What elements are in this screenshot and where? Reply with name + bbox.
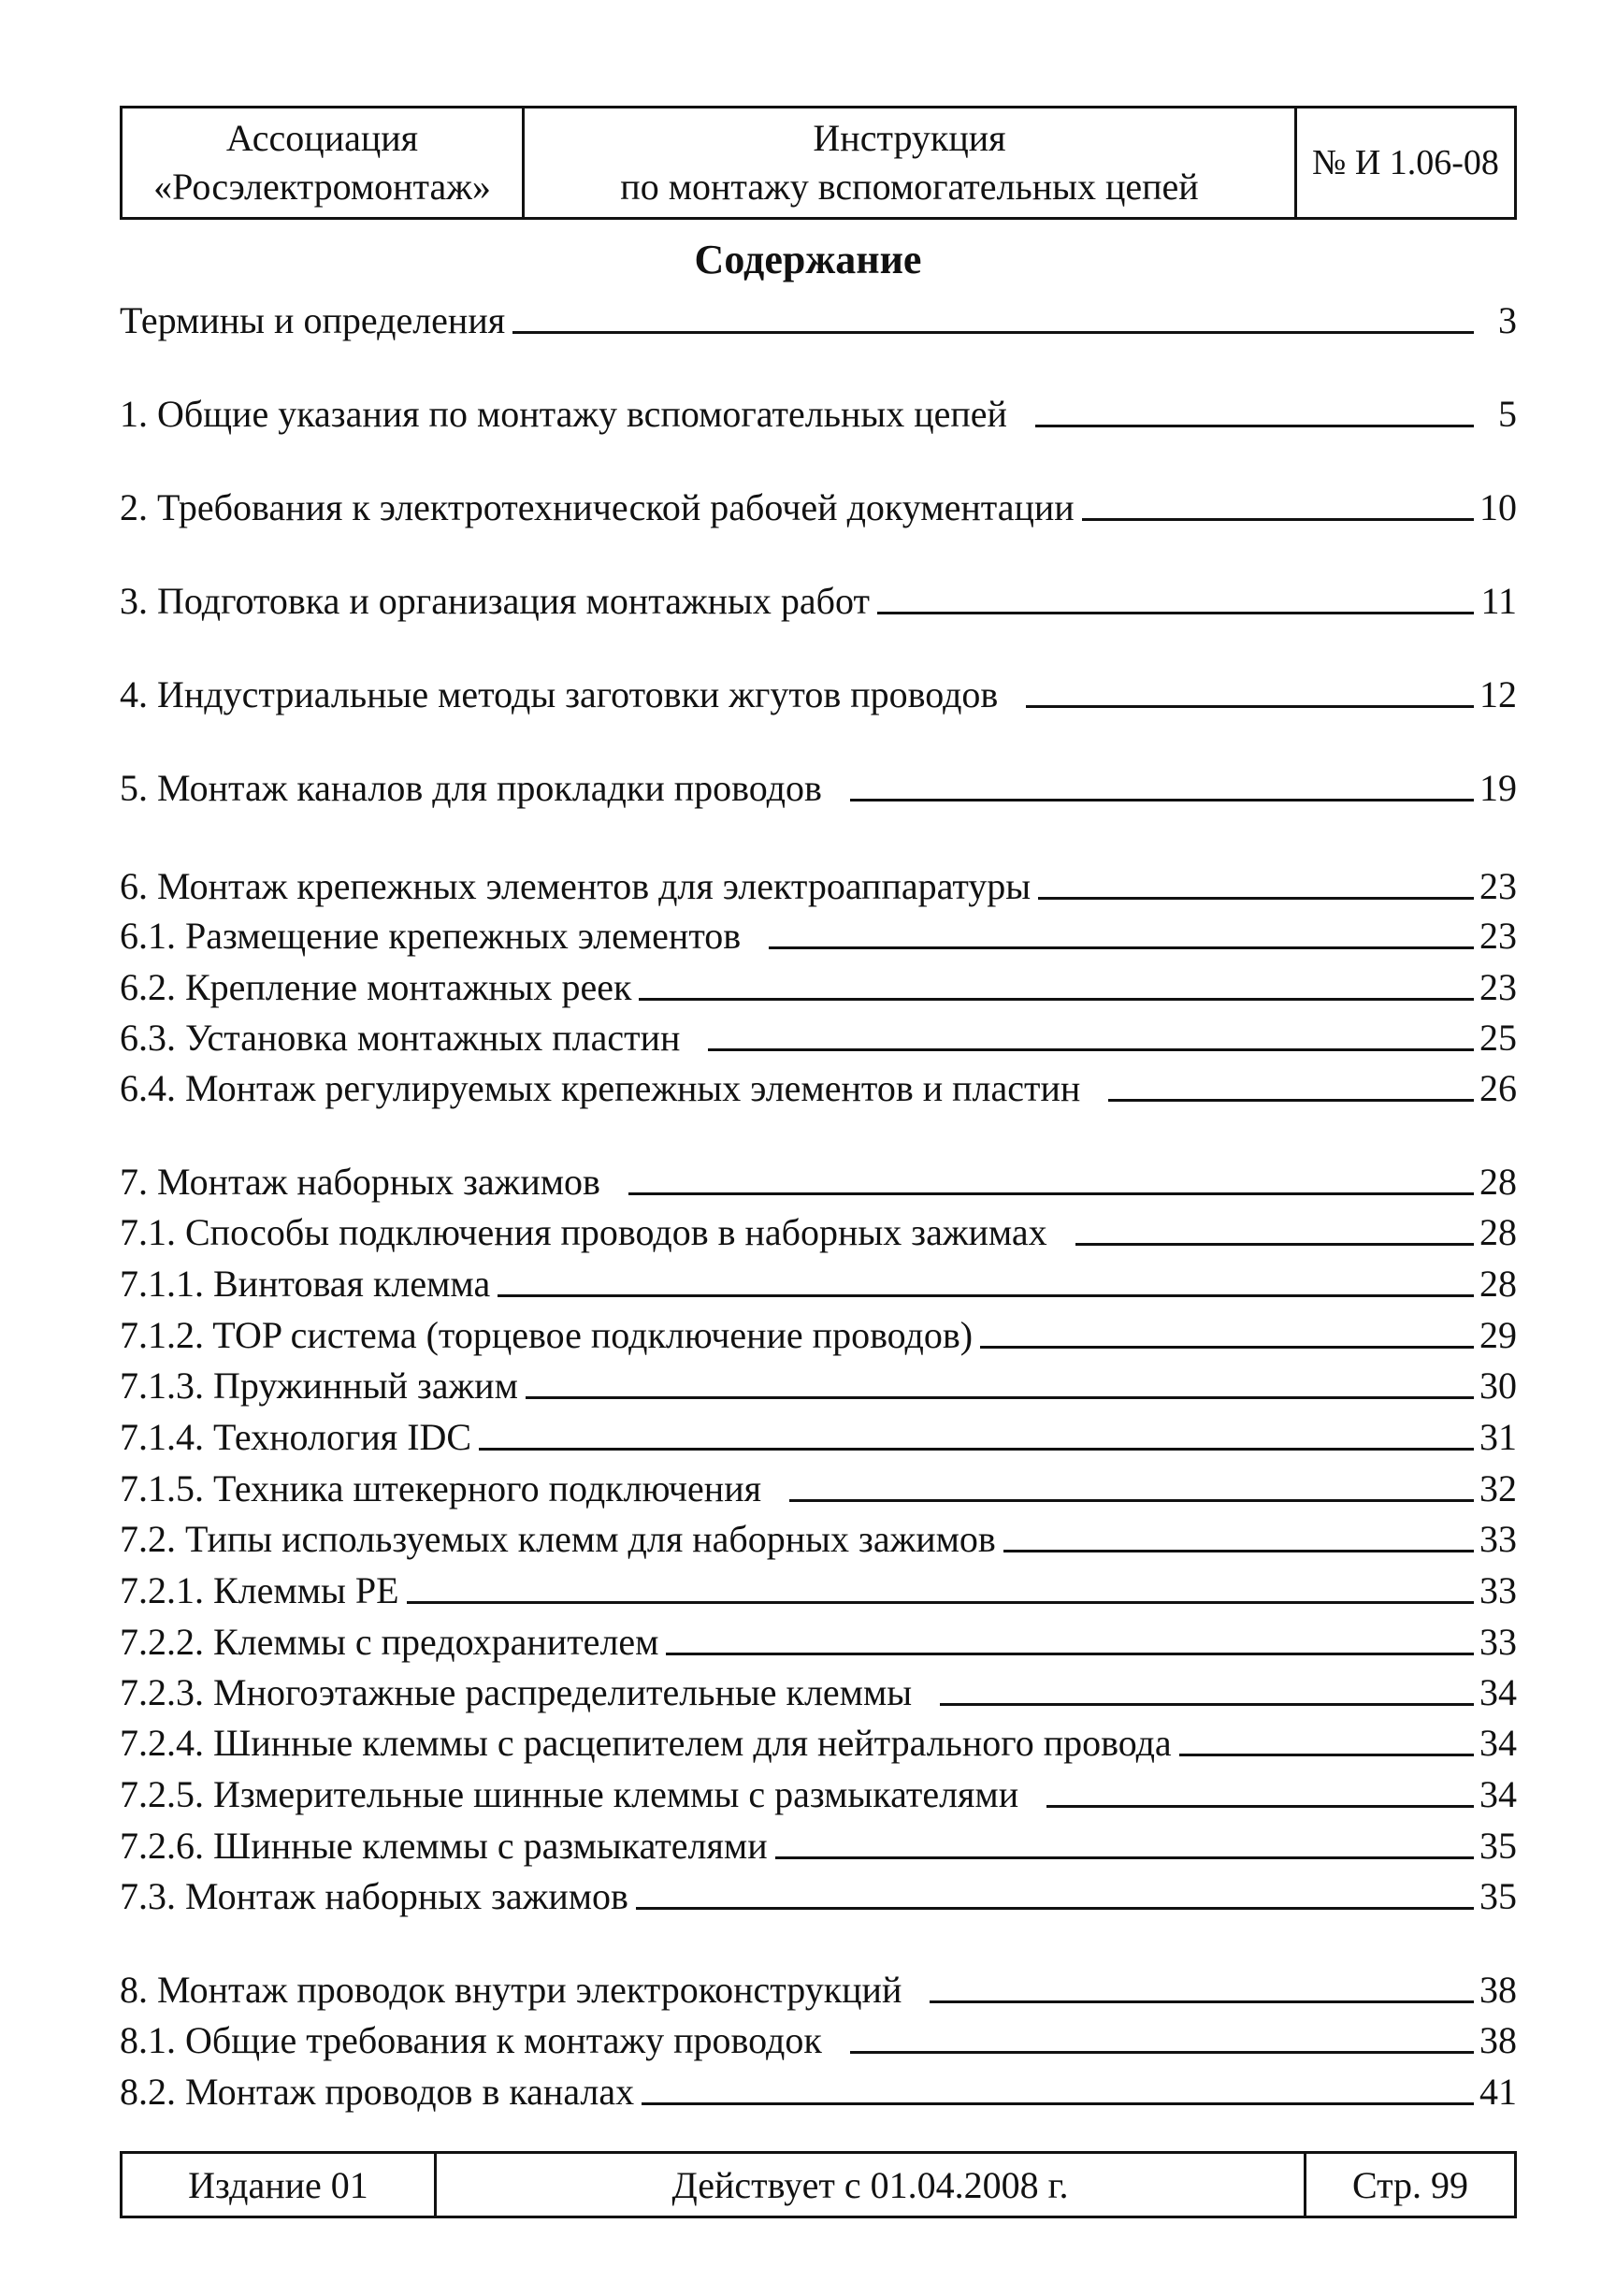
toc-entry-page: 28 [1479,1263,1517,1305]
toc-entry [120,1206,1517,1255]
toc-leader-line [498,1294,1474,1297]
toc-entry-page: 34 [1479,1671,1517,1713]
toc-entry-label: 7.2.6. Шинные клеммы с размыкателями [120,1825,768,1867]
toc-entry-label: 8.2. Монтаж проводов в каналах [120,2071,635,2113]
toc-entry-label: 7.2. Типы используемых клемм для наборных зажимов [120,1518,996,1560]
toc-entry-label: 7.1. Способы подключения проводов в наборных зажимах [120,1211,1047,1253]
toc-leader-line [639,998,1474,1001]
toc-leader-line [1003,1550,1474,1552]
toc-entry-label: 7.2.3. Многоэтажные распределительные клеммы [120,1671,913,1713]
toc-entry-label: 6.4. Монтаж регулируемых крепежных элементов и пластин [120,1067,1081,1109]
toc-leader-line [850,799,1474,801]
toc-entry-label: 7.1.4. Технология IDC [120,1416,472,1458]
toc-entry-page: 38 [1479,1969,1517,2011]
toc-entry [120,1964,1517,2013]
toc-leader-line [769,946,1474,949]
toc-leader-line [708,1048,1474,1051]
toc-entry [120,1360,1517,1408]
toc-entry-page: 23 [1479,966,1517,1008]
toc-entry [120,2014,1517,2063]
toc-entry [120,961,1517,1010]
document-footer [120,2151,1517,2218]
toc-entry [120,1769,1517,1817]
toc-entry-label: 8. Монтаж проводок внутри электроконструкций [120,1969,902,2011]
toc-entry [120,295,1517,343]
page-title: Содержание [694,237,922,282]
header-document-title [525,108,1297,217]
toc-entry-label: 7.1.3. Пружинный зажим [120,1365,518,1407]
toc-leader-line [940,1703,1474,1706]
footer-effective-date: Действует с 01.04.2008 г. [437,2154,1306,2216]
toc-entry-label: 7.2.2. Клеммы с предохранителем [120,1621,659,1663]
footer-page-number: Стр. 99 [1351,2163,1469,2206]
toc-leader-line [636,1907,1474,1910]
toc-entry [120,1309,1517,1358]
toc-leader-line [1035,425,1474,427]
footer-edition: Издание 01 [123,2154,437,2216]
toc-entry-page: 23 [1479,915,1517,957]
toc-entry-page: 32 [1479,1467,1517,1509]
toc-leader-line [1179,1754,1474,1756]
toc-entry-page: 23 [1479,865,1517,907]
toc-entry-label: 3. Подготовка и организация монтажных работ [120,580,870,622]
toc-leader-line [407,1601,1474,1604]
toc-entry [120,575,1517,624]
toc-entry-page: 26 [1479,1067,1517,1109]
toc-leader-line [980,1346,1474,1349]
toc-entry-page: 19 [1479,767,1517,809]
toc-entry-label: 7. Монтаж наборных зажимов [120,1161,600,1203]
toc-leader-line [512,331,1474,334]
toc-leader-line [1075,1243,1474,1246]
toc-entry-page: 33 [1479,1569,1517,1611]
toc-entry-label: 5. Монтаж каналов для прокладки проводов [120,767,822,809]
toc-entry [120,1156,1517,1205]
toc-entry-page: 31 [1479,1416,1517,1458]
toc-leader-line [1082,518,1474,521]
toc-entry-label: 7.2.4. Шинные клеммы с расцепителем для нейтрального провода [120,1722,1172,1764]
toc-entry-label: 6. Монтаж крепежных элементов для электроаппаратуры [120,865,1032,907]
toc-entry [120,1870,1517,1919]
toc-entry-page: 35 [1479,1875,1517,1917]
toc-entry [120,482,1517,530]
toc-leader-line [628,1192,1474,1195]
toc-entry-label: 7.2.5. Измерительные шинные клеммы с размыкателями [120,1773,1019,1815]
toc-leader-line [526,1396,1474,1399]
toc-entry-page: 34 [1479,1773,1517,1815]
toc-entry-page: 5 [1498,393,1517,435]
toc-entry-page: 34 [1479,1722,1517,1764]
toc-entry [120,669,1517,717]
toc-entry-page: 3 [1498,299,1517,341]
toc-entry [120,1513,1517,1562]
toc-leader-line [1046,1805,1474,1808]
doc-title-line-2: по монтажу вспомогательных цепей [620,166,1199,208]
toc-entry [120,1258,1517,1307]
toc-entry [120,1062,1517,1111]
toc-entry-page: 28 [1479,1161,1517,1203]
toc-entry-label: 7.1.5. Техника штекерного подключения [120,1467,762,1509]
header-organization [123,108,525,217]
toc-entry-page: 33 [1479,1621,1517,1663]
toc-entry-label: 8.1. Общие требования к монтажу проводок [120,2019,822,2061]
toc-leader-line [1026,705,1474,708]
toc-leader-line [1038,897,1474,900]
toc-entry-page: 11 [1480,580,1517,622]
toc-entry [120,910,1517,959]
toc-entry [120,1717,1517,1766]
header-document-number: № И 1.06-08 [1312,143,1499,182]
toc-leader-line [850,2051,1474,2054]
org-line-2: «Росэлектромонтаж» [153,166,491,208]
toc-entry [120,2066,1517,2115]
toc-leader-line [479,1448,1474,1451]
toc-entry [120,1565,1517,1613]
toc-entry-page: 29 [1479,1314,1517,1356]
toc-entry-page: 33 [1479,1518,1517,1560]
toc-entry-label: 7.1.1. Винтовая клемма [120,1263,491,1305]
toc-leader-line [877,612,1474,614]
toc-leader-line [930,2000,1474,2003]
toc-entry-page: 28 [1479,1211,1517,1253]
doc-title-line-1: Инструкция [813,117,1006,159]
org-line-1: Ассоциация [225,117,419,159]
toc-entry [120,1012,1517,1061]
toc-entry-label: 7.3. Монтаж наборных зажимов [120,1875,628,1917]
toc-entry-page: 35 [1479,1825,1517,1867]
toc-entry [120,1667,1517,1715]
toc-entry [120,1411,1517,1460]
toc-entry-label: 2. Требования к электротехнической рабочей документации [120,486,1075,528]
toc-entry-page: 10 [1479,486,1517,528]
toc-entry [120,762,1517,811]
toc-entry-label: 1. Общие указания по монтажу вспомогательных цепей [120,393,1007,435]
toc-entry-page: 25 [1479,1017,1517,1059]
toc-entry [120,1820,1517,1869]
toc-entry-label: 6.3. Установка монтажных пластин [120,1017,681,1059]
toc-leader-line [789,1499,1474,1502]
toc-leader-line [642,2102,1474,2105]
toc-entry-label: 7.1.2. TOP система (торцевое подключение проводов) [120,1314,974,1356]
toc-entry [120,1616,1517,1665]
toc-entry-label: Термины и определения [120,299,506,341]
toc-leader-line [1108,1099,1474,1102]
toc-leader-line [666,1653,1474,1655]
toc-leader-line [775,1856,1474,1859]
toc-entry-page: 30 [1479,1365,1517,1407]
document-header [120,106,1517,220]
toc-entry-page: 38 [1479,2019,1517,2061]
toc-entry-label: 4. Индустриальные методы заготовки жгутов проводов [120,673,999,715]
toc-entry-label: 7.2.1. Клеммы PE [120,1569,399,1611]
toc-entry-label: 6.2. Крепление монтажных реек [120,966,632,1008]
toc-entry [120,388,1517,437]
toc-entry [120,1463,1517,1511]
toc-entry-page: 41 [1479,2071,1517,2113]
toc-entry-label: 6.1. Размещение крепежных элементов [120,915,742,957]
toc-entry-page: 12 [1479,673,1517,715]
toc-entry [120,860,1517,909]
